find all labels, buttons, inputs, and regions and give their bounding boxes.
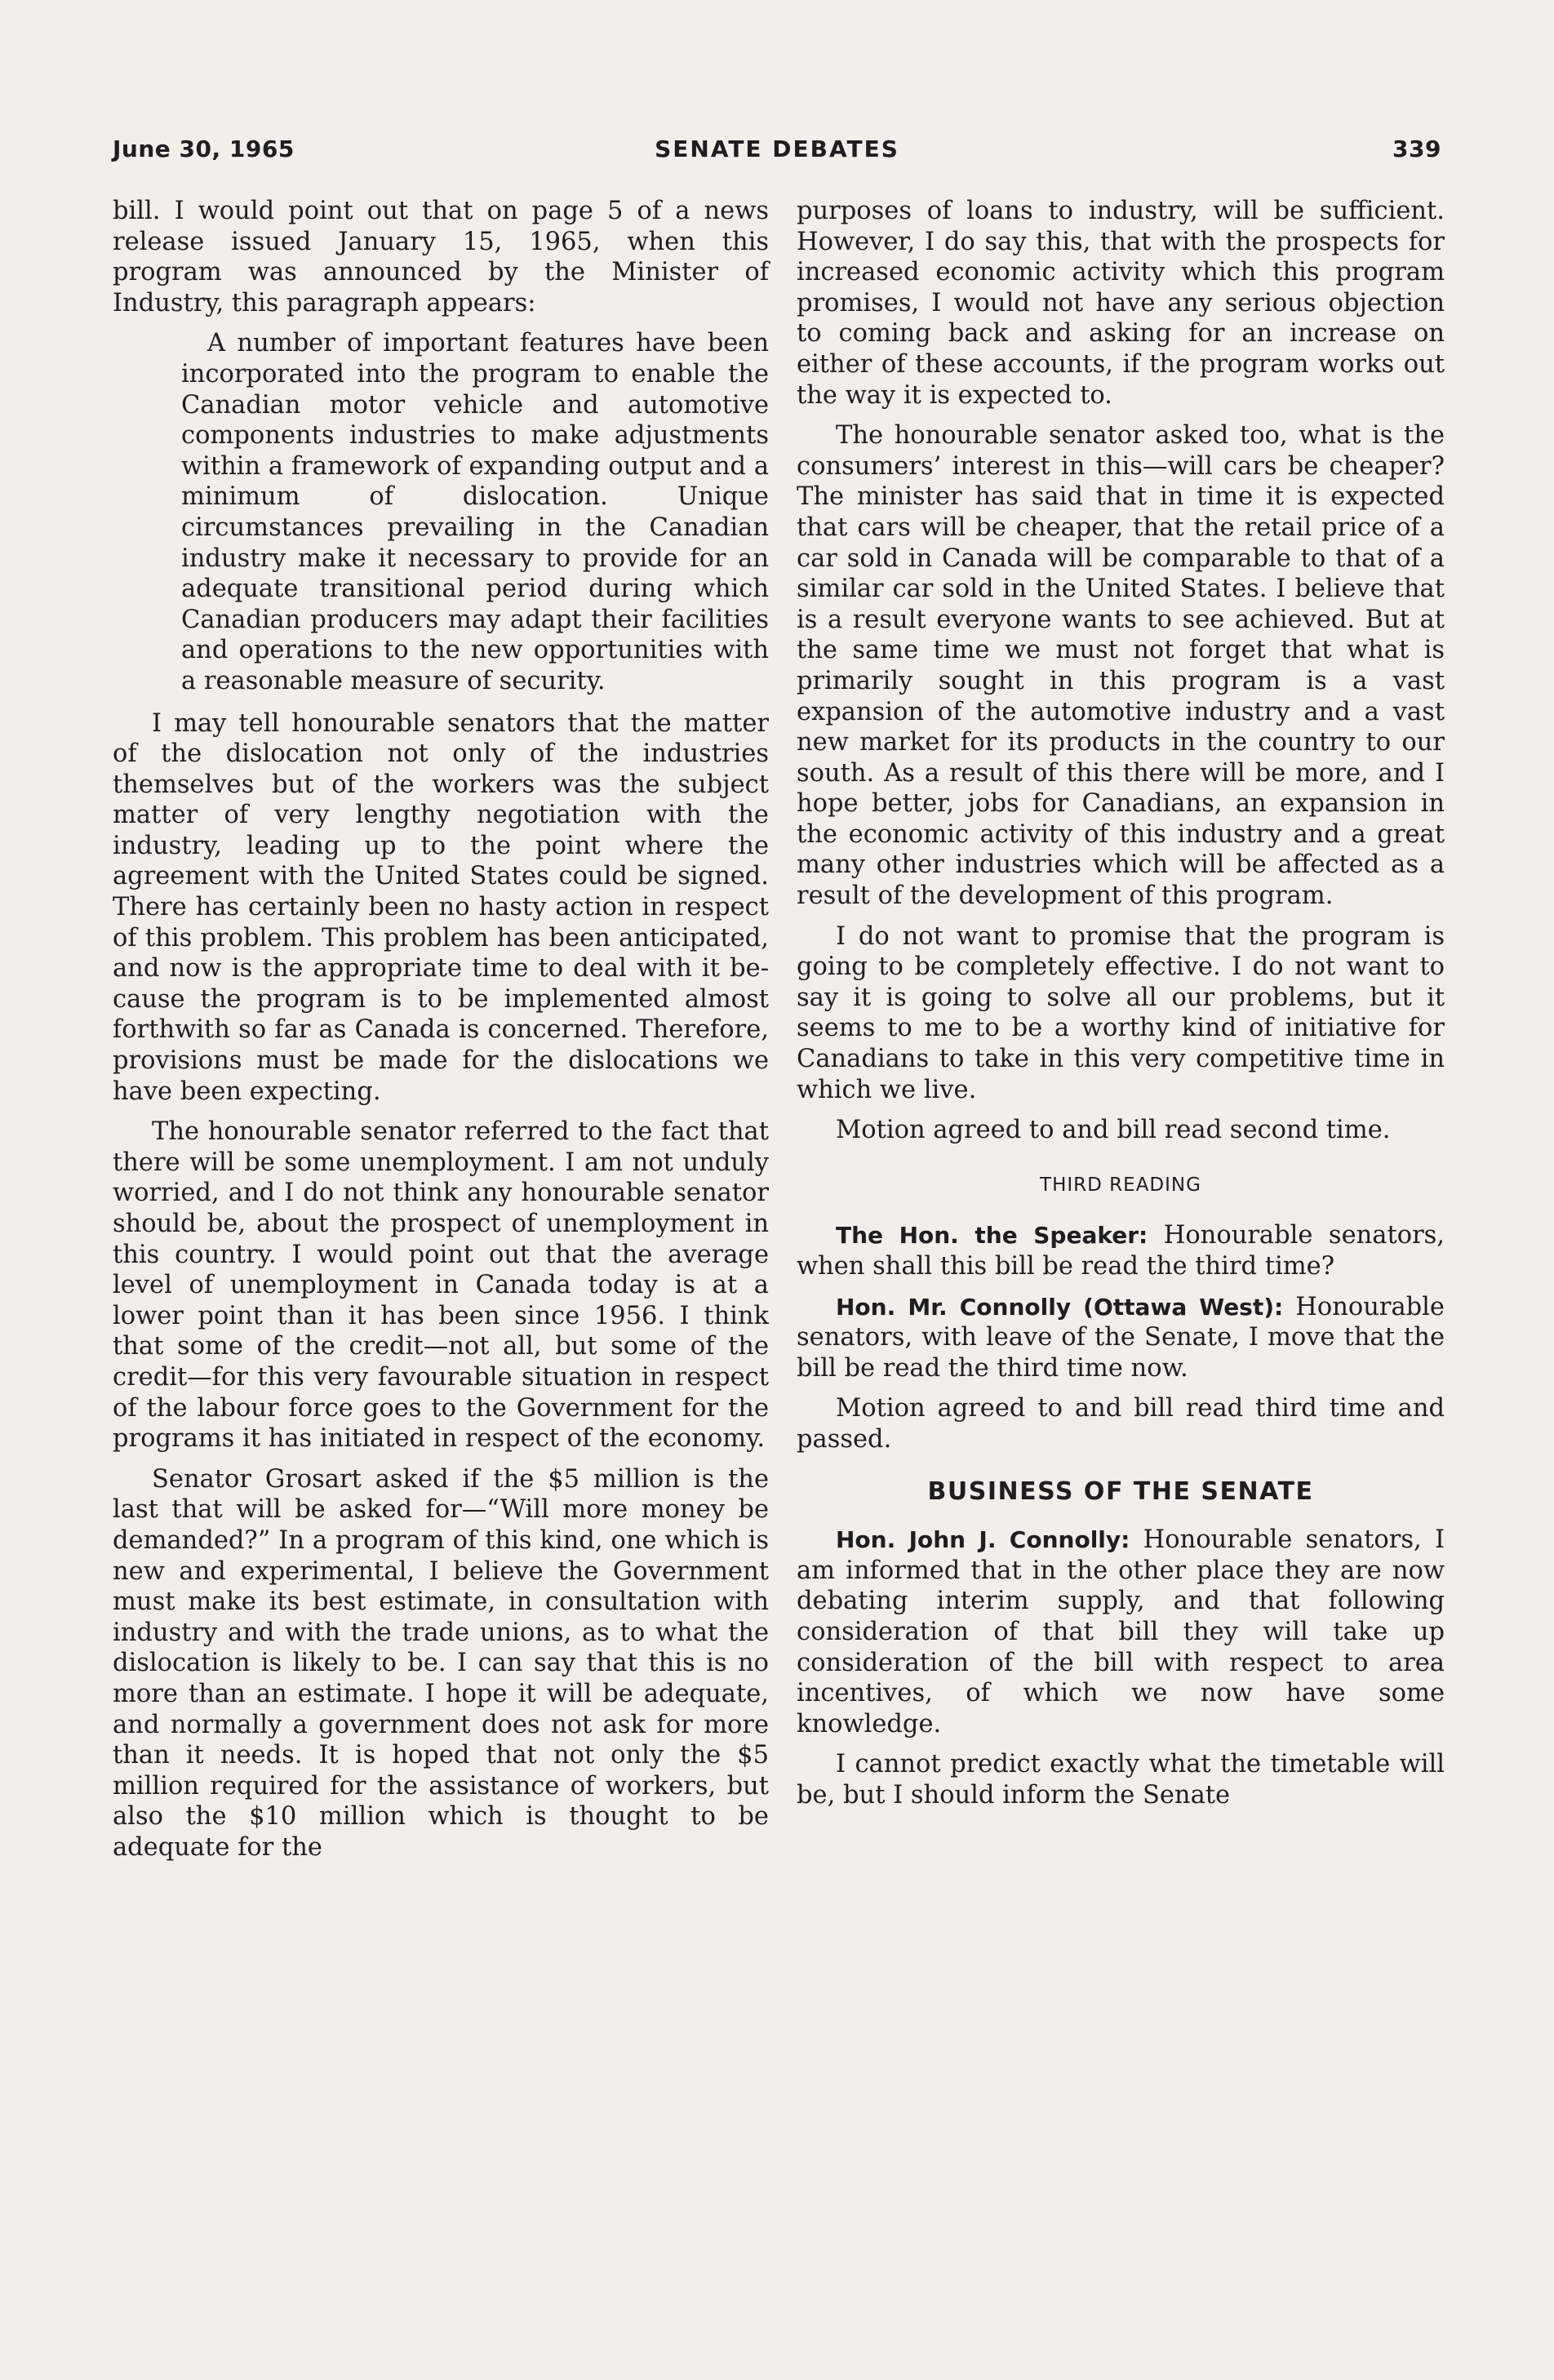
right-column xyxy=(797,196,1445,1821)
paragraph: I may tell honourable senators that the matter of the dislocation not only of the industries themselves but of the workers was the subject matter of very lengthy negotiation with the industry, leading up to the point where the agreement with the United States could be signed. There has certainly been no hasty action in respect of this problem. This problem has been anticipated, and now is the appropriate time to deal with it because the program is to be implemented almost forthwith so far as Canada is concerned. Therefore, provisions must be made for the dislocations we have been expecting. xyxy=(113,708,769,1106)
speech-text: Honourable senators, when shall this bill be read the third time? xyxy=(797,1221,1445,1281)
subheading-third-reading: THIRD READING xyxy=(1040,1174,1201,1196)
speech-speaker xyxy=(797,1220,1445,1281)
speaker-name: The Hon. the Speaker: xyxy=(836,1222,1148,1250)
paragraph: Motion agreed to and bill read second time. xyxy=(836,1116,1391,1145)
speech-text: Honourable senators, with leave of the Senate, I move that the bill be read the third time now. xyxy=(797,1292,1445,1383)
left-column xyxy=(113,196,769,1872)
paragraph: purposes of loans to industry, will be sufficient. However, I do say this, that with the prospects for increased economic activity which this program promises, I would not have any serious objection to coming back and asking for an increase on either of these accounts, if the program works out the way it is expected to. xyxy=(797,197,1445,410)
paragraph: Senator Grosart asked if the $5 million is the last that will be asked for—“Will more money be demanded?” In a program of this kind, one which is new and experimental, I believe the Government must make its best estimate, in consultation with industry and with the trade unions, as to what the dislocation is likely to be. I can say that this is no more than an estimate. I hope it will be adequate, and normally a government does not ask for more than it needs. It is hoped that not only the $5 million required for the assistance of workers, but also the $10 million which is thought to be adequate for the xyxy=(113,1464,769,1862)
header-page-number: 339 xyxy=(1392,135,1441,162)
block-quote: A number of important features have been incorporated into the program to enable the Canadian motor vehicle and automotive components industries to make adjustments within a framework of expanding output and a minimum of dislocation. Unique circumstances prevailing in the Canadian industry make it necessary to provide for an adequate transitional period during which Canadian producers may adapt their facilities and operations to the new opportunities with a reasonable measure of security. xyxy=(181,329,769,695)
speaker-name: Hon. Mr. Connolly (Ottawa West): xyxy=(836,1293,1284,1321)
paragraph: bill. I would point out that on page 5 of a news release issued January 15, 1965, when this program was announced by the Minister of Industry, this paragraph appears: xyxy=(113,197,769,317)
paragraph: The honourable senator asked too, what is the consumers’ interest in this—will cars be cheaper? The minister has said that in time it is expected that cars will be cheaper, that the retail price of a car sold in Canada will be comparable to that of a similar car sold in the United States. I believe that is a result everyone wants to see achieved. But at the same time we must not forget that what is primarily sought in this program is a vast expansion of the automotive industry and a vast new market for its products in the country to our south. As a result of this there will be more, and I hope better, jobs for Canadians, an expansion in the economic activity of this industry and a great many other industries which will be affected as a result of the development of this program. xyxy=(797,421,1445,911)
paragraph: Motion agreed to and bill read third time and passed. xyxy=(797,1394,1445,1454)
page-header xyxy=(113,135,1441,168)
speech-connolly-ottawa-west xyxy=(797,1292,1445,1384)
speech-john-connolly xyxy=(797,1525,1445,1739)
paragraph: I cannot predict exactly what the timetable will be, but I should inform the Senate xyxy=(797,1750,1445,1809)
speaker-name: Hon. John J. Connolly: xyxy=(836,1526,1130,1554)
speech-text: Honourable senators, I am informed that in the other place they are now debating interim supply, and that following consideration of that bill they will take up consideration of the bill with respect to area incentives, of which we now have some knowledge. xyxy=(797,1525,1445,1738)
paragraph: I do not want to promise that the program is going to be completely effective. I do not want to say it is going to solve all our problems, but it seems to me to be a worthy kind of initiative for Canadians to take in this very competitive time in which we live. xyxy=(797,921,1445,1104)
section-heading-business: BUSINESS OF THE SENATE xyxy=(927,1476,1314,1506)
header-title: SENATE DEBATES xyxy=(655,135,899,162)
paragraph: The honourable senator referred to the fact that there will be some unemployment. I am not unduly worried, and I do not think any honourable senator should be, about the prospect of unemployment in this country. I would point out that the average level of unemployment in Canada today is at a lower point than it has been since 1956. I think that some of the credit—not all, but some of the credit—for this very favourable situation in respect of the labour force goes to the Government for the programs it has initiated in respect of the economy. xyxy=(113,1117,769,1454)
header-date: June 30, 1965 xyxy=(113,135,295,162)
